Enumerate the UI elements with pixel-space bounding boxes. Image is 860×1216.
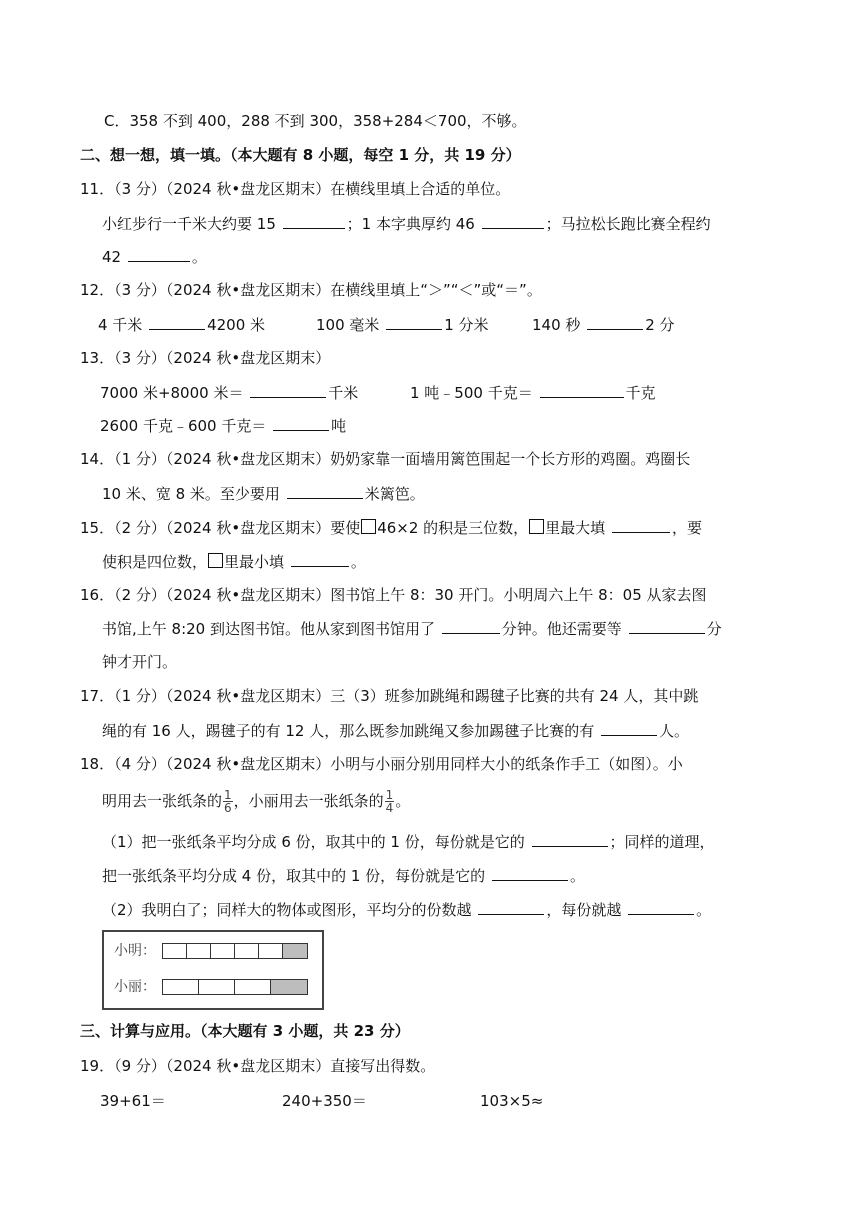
q14-text-a: 10 米、宽 8 米。至少要用: [102, 485, 280, 503]
fraction-numerator: 1: [385, 788, 394, 802]
q19-item-3: 103×5≈: [480, 1092, 544, 1110]
q14-line2: [102, 482, 425, 505]
q13-c-left: 2600 千克﹣600 千克＝: [100, 417, 267, 435]
q18-part1-line1: [102, 830, 715, 853]
q14-line1: 14．（1 分）（2024 秋•盘龙区期末）奶奶家靠一面墙用篱笆围起一个长方形的鸡圈。鸡圈长: [80, 450, 691, 468]
box-placeholder-icon: [361, 519, 376, 534]
q12-a-left: 4 千米: [98, 316, 143, 334]
answer-blank[interactable]: [540, 381, 624, 398]
answer-blank[interactable]: [287, 482, 363, 499]
q12-a-right: 4200 米: [207, 316, 266, 334]
q13-item-1: [100, 381, 358, 404]
q13-a-left: 7000 米+8000 米＝: [100, 384, 244, 402]
q18-p1-text-c: 把一张纸条平均分成 4 份，取其中的 1 份，每份就是它的: [102, 867, 486, 885]
q18-line1: 18．（4 分）（2024 秋•盘龙区期末）小明与小丽分别用同样大小的纸条作手工（如图）。小: [80, 755, 683, 773]
answer-blank[interactable]: [482, 212, 544, 229]
strip-segment: [163, 980, 199, 994]
fraction-denominator: 6: [224, 801, 232, 815]
fraction-one-sixth: [223, 789, 233, 814]
figure-label-li: 小丽：: [114, 979, 156, 995]
box-placeholder-icon: [208, 553, 223, 568]
q18-part2-line: [102, 898, 711, 921]
q11-heading: 11．（3 分）（2024 秋•盘龙区期末）在横线里填上合适的单位。: [80, 180, 511, 198]
q18-line2: [102, 788, 410, 814]
q13-heading: 13．（3 分）（2024 秋•盘龙区期末）: [80, 349, 331, 367]
q15-text-g: 。: [350, 553, 366, 571]
q15-line1: [80, 516, 702, 539]
fraction-numerator: 1: [224, 788, 232, 802]
section-3-heading: 三、计算与应用。（本大题有 3 小题，共 23 分）: [80, 1022, 410, 1040]
answer-blank[interactable]: [587, 313, 643, 330]
q16-line1: 16．（2 分）（2024 秋•盘龙区期末）图书馆上午 8：30 开门。小明周六上午 8：05 从家去图: [80, 586, 707, 604]
answer-blank[interactable]: [492, 864, 568, 881]
q11-line2: [102, 245, 207, 268]
answer-blank[interactable]: [149, 313, 205, 330]
q13-b-unit: 千克: [625, 384, 656, 402]
strip-segment-shaded: [271, 980, 307, 994]
fraction-one-quarter: [385, 789, 395, 814]
q18-p1-text-a: （1）把一张纸条平均分成 6 份，取其中的 1 份，每份就是它的: [102, 833, 525, 851]
q11-text-e: 。: [191, 248, 207, 266]
q16-text-a: 书馆,上午 8:20 到达图书馆。他从家到图书馆用了: [102, 620, 435, 638]
q18-text-a: 明用去一张纸条的: [102, 792, 223, 810]
q12-c-right: 2 分: [645, 316, 675, 334]
paper-strip-ming: [162, 943, 308, 959]
q15-text-f: 里最小填: [224, 553, 285, 571]
q13-b-left: 1 吨﹣500 千克＝: [410, 384, 533, 402]
q19-heading: 19．（9 分）（2024 秋•盘龙区期末）直接写出得数。: [80, 1057, 436, 1075]
q12-b-left: 100 毫米: [316, 316, 380, 334]
q17-line1: 17．（1 分）（2024 秋•盘龙区期末）三（3）班参加跳绳和踢毽子比赛的共有 24 人，其中跳: [80, 687, 699, 705]
q13-item-3: [100, 414, 346, 437]
q15-text-b: 46×2 的积是三位数，: [377, 519, 529, 537]
q18-part1-line2: [102, 864, 585, 887]
strip-segment: [211, 944, 235, 958]
q16-text-b: 分钟。他还需要等: [501, 620, 622, 638]
q16-line2: [102, 617, 722, 640]
figure-label-ming: 小明：: [114, 943, 156, 959]
strip-segment: [235, 944, 259, 958]
q15-line2: [102, 550, 366, 573]
answer-blank[interactable]: [386, 313, 442, 330]
q19-item-1: 39+61＝: [100, 1092, 166, 1110]
option-c: C．358 不到 400，288 不到 300，358+284＜700，不够。: [104, 112, 527, 130]
answer-blank[interactable]: [478, 898, 544, 915]
section-2-heading: 二、想一想，填一填。（本大题有 8 小题，每空 1 分，共 19 分）: [80, 146, 521, 164]
q17-text-a: 绳的有 16 人，踢毽子的有 12 人，那么既参加跳绳又参加踢毽子比赛的有: [102, 722, 595, 740]
answer-blank[interactable]: [273, 414, 329, 431]
q12-c-left: 140 秒: [532, 316, 581, 334]
q15-text-a: 15．（2 分）（2024 秋•盘龙区期末）要使: [80, 519, 361, 537]
q11-text-b: ；1 本字典厚约 46: [346, 215, 475, 233]
paper-strip-figure: [102, 930, 324, 1010]
q12-heading: 12．（3 分）（2024 秋•盘龙区期末）在横线里填上“＞”“＜”或“＝”。: [80, 281, 542, 299]
q11-line1: [102, 212, 711, 235]
q12-item-2: [316, 313, 489, 336]
q12-item-3: [532, 313, 675, 336]
box-placeholder-icon: [529, 519, 544, 534]
answer-blank[interactable]: [283, 212, 345, 229]
q15-text-c: 里最大填: [545, 519, 606, 537]
q18-p1-text-d: 。: [569, 867, 585, 885]
q18-p2-text-c: 。: [696, 901, 712, 919]
q13-item-2: [410, 381, 656, 404]
q11-text-d: 42: [102, 248, 122, 266]
answer-blank[interactable]: [629, 617, 705, 634]
q16-text-c: 分: [706, 620, 722, 638]
q13-c-unit: 吨: [331, 417, 347, 435]
paper-strip-li: [162, 979, 308, 995]
q18-text-b: ，小丽用去一张纸条的: [233, 792, 384, 810]
strip-segment: [199, 980, 235, 994]
strip-segment: [259, 944, 283, 958]
q17-line2: [102, 719, 689, 742]
q16-line3: 钟才开门。: [102, 653, 178, 671]
q11-text-c: ；马拉松长跑比赛全程约: [545, 215, 711, 233]
q15-text-d: ，要: [671, 519, 702, 537]
q19-item-2: 240+350＝: [282, 1092, 367, 1110]
q14-text-b: 米篱笆。: [364, 485, 425, 503]
q18-text-c: 。: [395, 792, 411, 810]
q18-p1-text-b: ；同样的道理，: [609, 833, 715, 851]
answer-blank[interactable]: [612, 516, 670, 533]
q12-b-right: 1 分米: [444, 316, 489, 334]
strip-segment: [163, 944, 187, 958]
q12-item-1: [98, 313, 265, 336]
q18-p2-text-b: ，每份就越: [546, 901, 622, 919]
answer-blank[interactable]: [291, 550, 349, 567]
answer-blank[interactable]: [128, 245, 190, 262]
q17-text-b: 人。: [659, 722, 690, 740]
strip-segment: [187, 944, 211, 958]
fraction-denominator: 4: [385, 801, 394, 815]
q13-a-unit: 千米: [328, 384, 359, 402]
q11-text-a: 小红步行一千米大约要 15: [102, 215, 276, 233]
answer-blank[interactable]: [628, 898, 694, 915]
answer-blank[interactable]: [250, 381, 326, 398]
q18-p2-text-a: （2）我明白了；同样大的物体或图形，平均分的份数越: [102, 901, 472, 919]
answer-blank[interactable]: [442, 617, 500, 634]
q15-text-e: 使积是四位数，: [102, 553, 208, 571]
strip-segment-shaded: [283, 944, 307, 958]
strip-segment: [235, 980, 271, 994]
answer-blank[interactable]: [532, 830, 608, 847]
answer-blank[interactable]: [601, 719, 657, 736]
